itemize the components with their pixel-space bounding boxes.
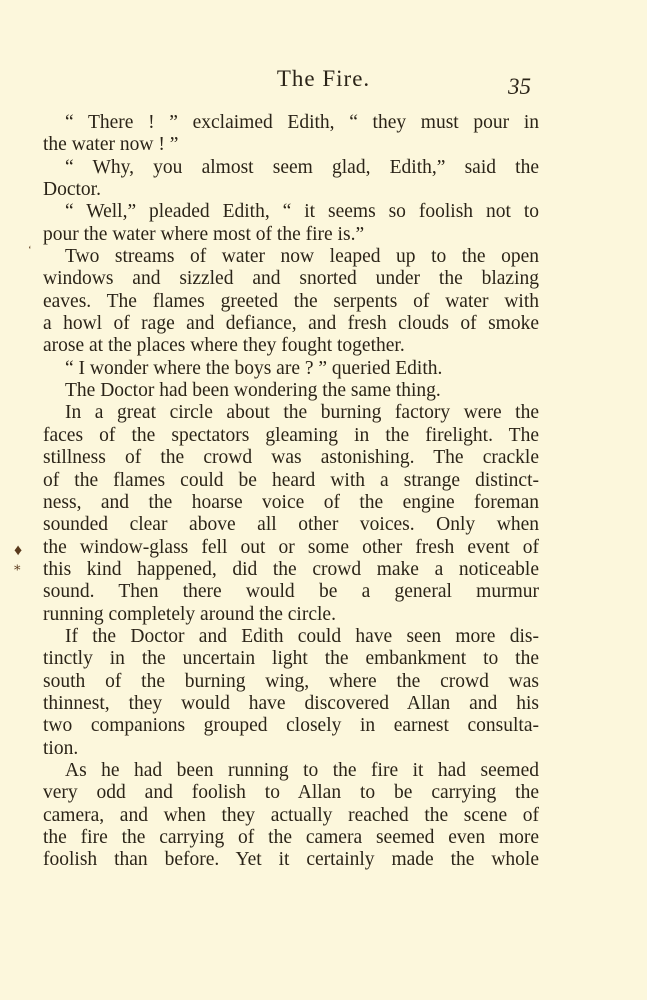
- text-line: eaves. The flames greeted the serpents of water with: [43, 290, 539, 312]
- text-line: tion.: [43, 737, 79, 759]
- text-line: pour the water where most of the fire is.”: [43, 223, 365, 245]
- text-line: tinctly in the uncertain light the embankment to the: [43, 648, 539, 670]
- text-line: very odd and foolish to Allan to be carrying the: [43, 782, 539, 804]
- text-line: “ I wonder where the boys are ? ” queried Edith.: [65, 357, 443, 379]
- running-head: The Fire.: [276, 66, 371, 91]
- text-line: If the Doctor and Edith could have seen more dis-: [65, 625, 539, 647]
- text-line: this kind happened, did the crowd make a noticeable: [43, 558, 539, 580]
- text-line: the fire the carrying of the camera seemed even more: [43, 827, 539, 848]
- text-line: “ Why, you almost seem glad, Edith,” said the: [65, 156, 539, 178]
- text-line: camera, and when they actually reached the scene of: [43, 804, 539, 826]
- text-line: two companions grouped closely in earnest consulta-: [43, 715, 539, 737]
- page-number: 35: [508, 74, 531, 99]
- text-line: Two streams of water now leaped up to the open: [65, 246, 539, 268]
- text-line: south of the burning wing, where the crowd was: [43, 670, 539, 692]
- text-line: stillness of the crowd was astonishing. The crackle: [43, 447, 539, 469]
- text-line: sounded clear above all other voices. Only when: [43, 514, 539, 536]
- text-line: foolish than before. Yet it certainly made the whole: [43, 849, 539, 871]
- text-line: windows and sizzled and snorted under the blazing: [43, 268, 539, 290]
- text-line: faces of the spectators gleaming in the firelight. The: [43, 424, 539, 446]
- text-line: thinnest, they would have discovered Allan and his: [43, 692, 539, 714]
- text-line: arose at the places where they fought together.: [43, 335, 405, 357]
- text-line: “ Well,” pleaded Edith, “ it seems so foolish not to: [65, 201, 539, 223]
- margin-mark: ♦: [14, 542, 23, 559]
- margin-mark: ʻ: [28, 244, 32, 256]
- text-line: “ There ! ” exclaimed Edith, “ they must pour in: [65, 112, 539, 133]
- margin-mark: ⁎: [14, 558, 21, 573]
- text-line: a howl of rage and defiance, and fresh clouds of smoke: [43, 313, 539, 335]
- text-line: Doctor.: [43, 179, 101, 201]
- text-line: running completely around the circle.: [43, 603, 336, 625]
- text-line: The Doctor had been wondering the same thing.: [65, 380, 441, 402]
- body-text: [43, 112, 539, 872]
- text-line: As he had been running to the fire it had seemed: [65, 759, 539, 781]
- text-line: the window-glass fell out or some other fresh event of: [43, 536, 539, 558]
- text-line: of the flames could be heard with a strange distinct-: [43, 469, 539, 491]
- text-line: the water now ! ”: [43, 134, 179, 156]
- text-line: In a great circle about the burning factory were the: [65, 402, 539, 424]
- text-line: sound. Then there would be a general murmur: [43, 581, 539, 603]
- text-line: ness, and the hoarse voice of the engine foreman: [43, 491, 539, 513]
